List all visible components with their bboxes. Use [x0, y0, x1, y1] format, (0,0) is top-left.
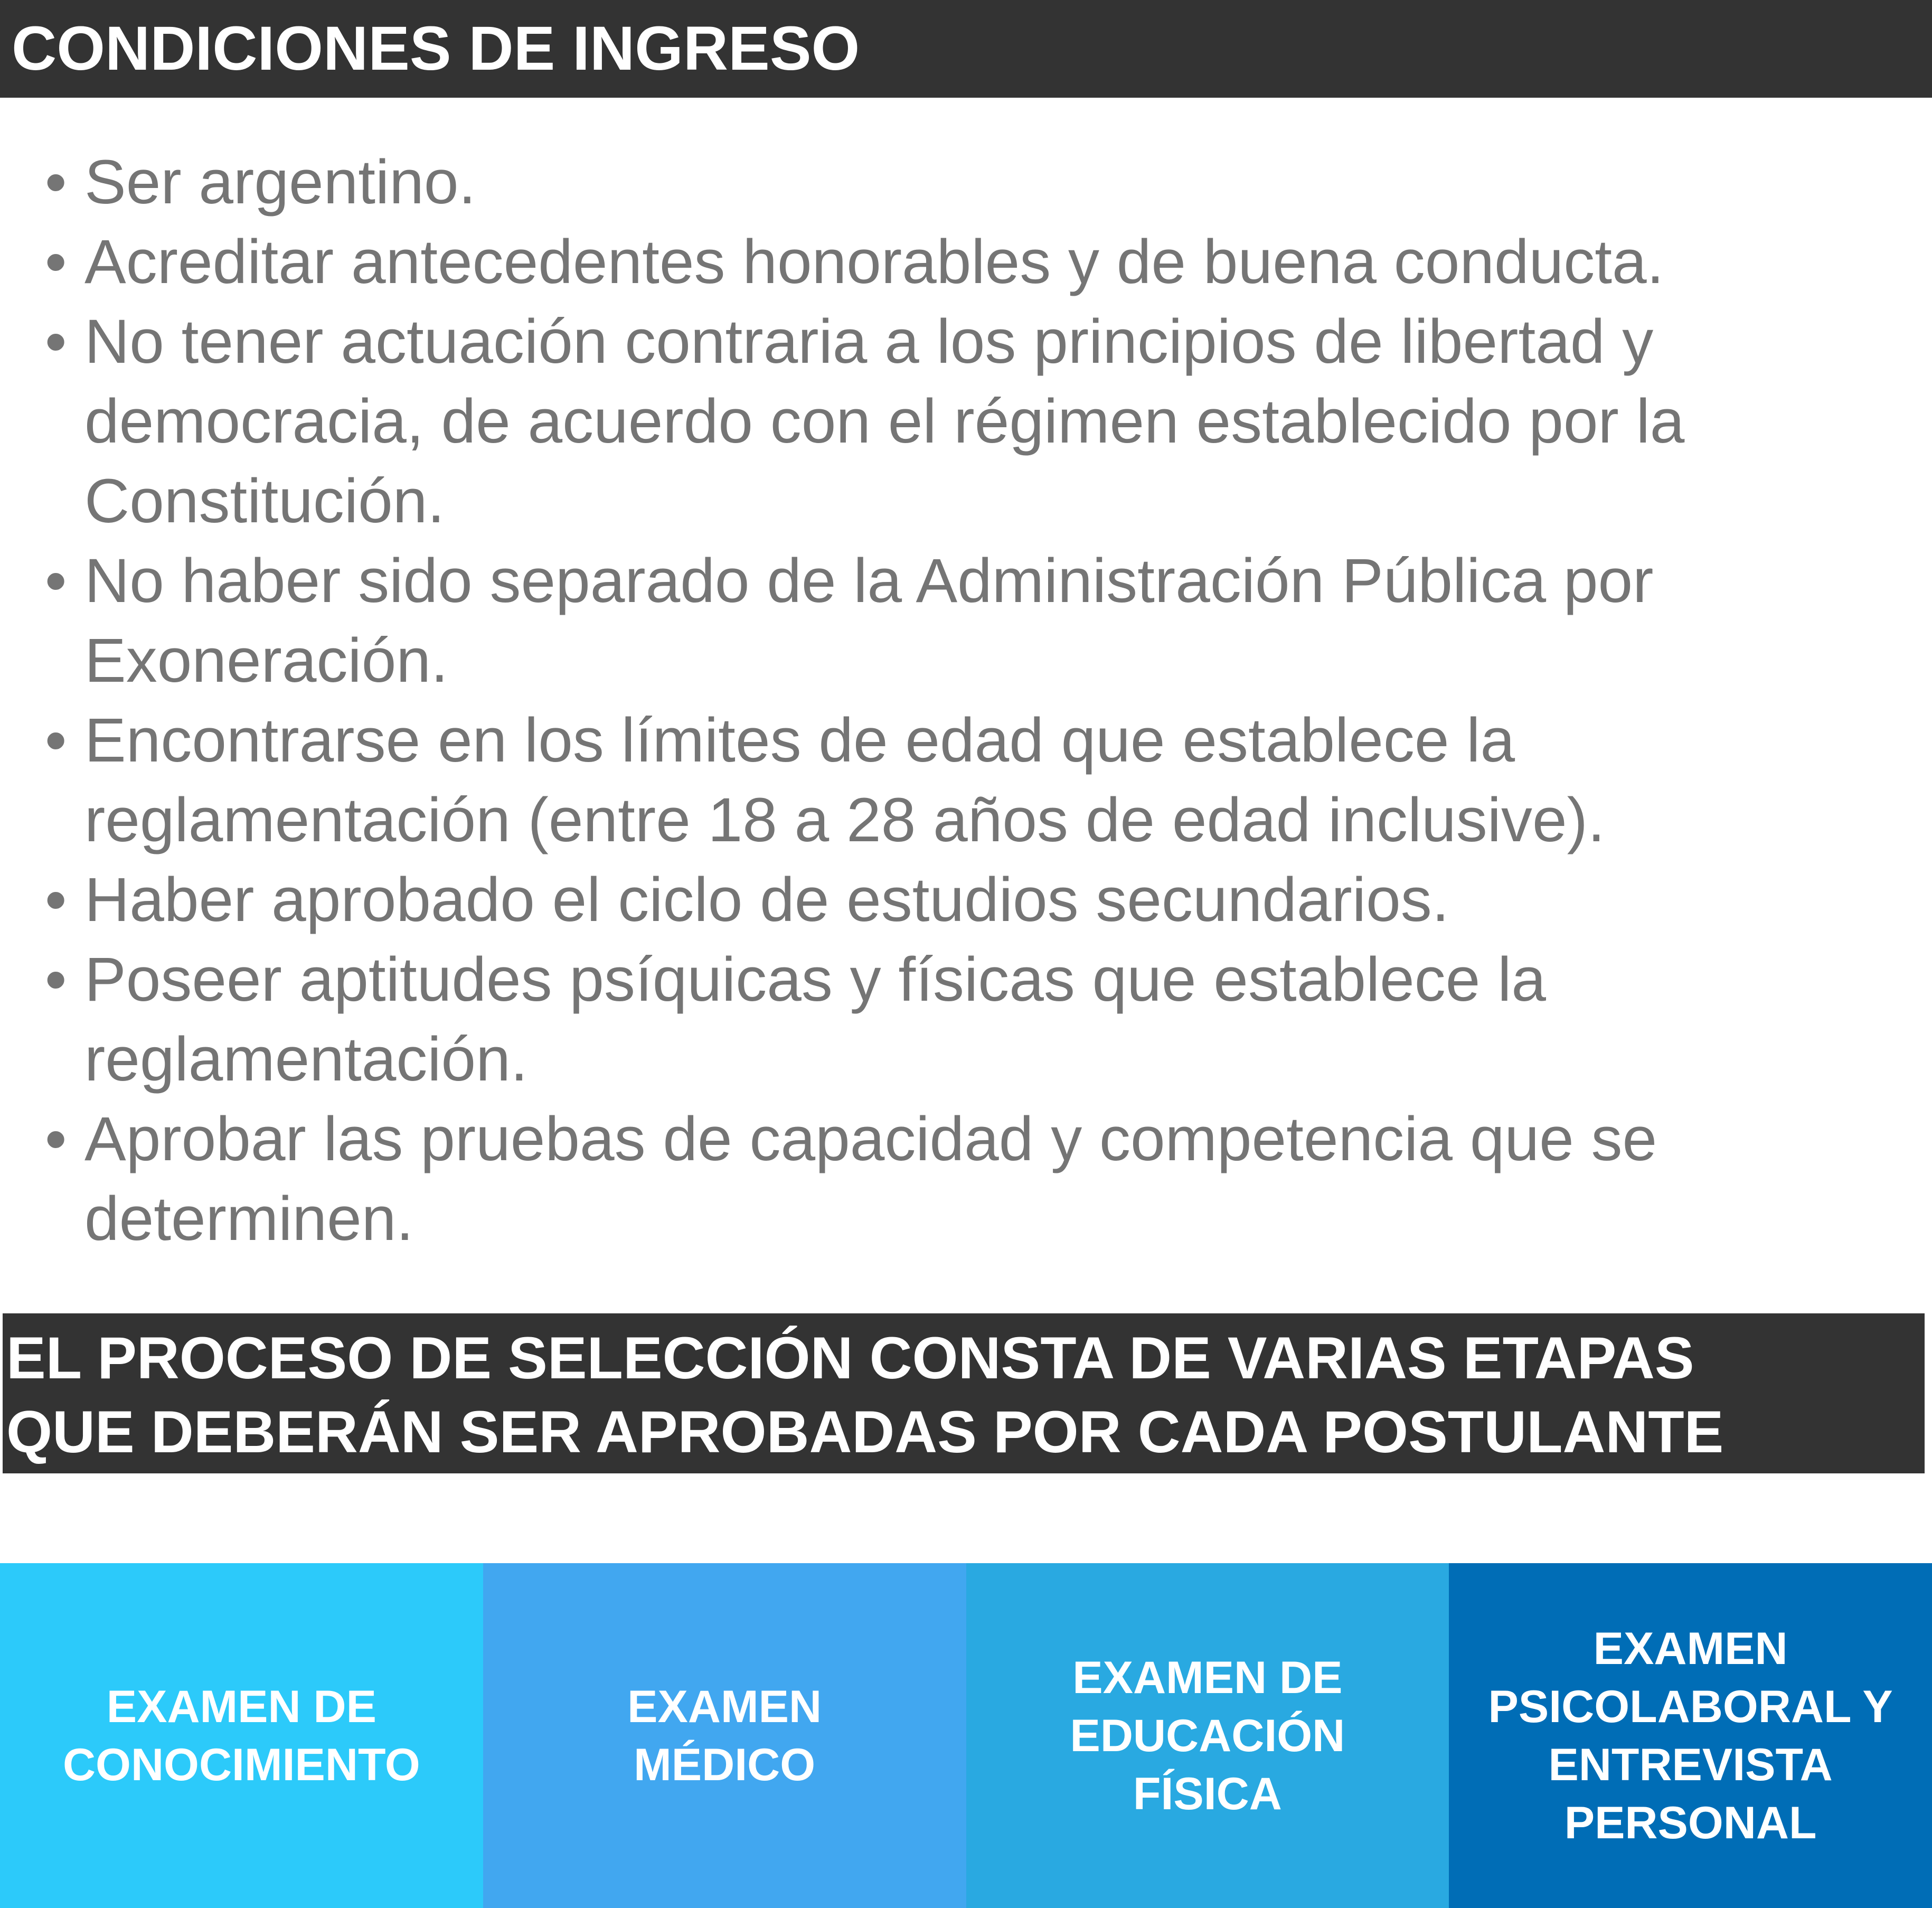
stage-label: EXAMEN PSICOLABORAL Y ENTREVISTA PERSONAL — [1488, 1623, 1893, 1848]
bullet-icon: • — [45, 706, 67, 775]
list-item — [0, 302, 1901, 541]
stage-psycholaboral-interview — [1449, 1563, 1932, 1908]
stage-knowledge-exam — [0, 1563, 483, 1908]
bullet-icon: • — [45, 1104, 67, 1174]
bullet-icon: • — [45, 147, 67, 217]
list-item — [0, 860, 1901, 940]
page-title: CONDICIONES DE INGRESO — [12, 14, 860, 83]
process-title: EL PROCESO DE SELECCIÓN CONSTA DE VARIAS ETAPAS QUE DEBERÁN SER APROBADAS POR CADA POSTULANTE — [6, 1325, 1724, 1465]
list-item — [0, 701, 1901, 860]
list-item — [0, 1099, 1901, 1259]
list-item — [0, 940, 1901, 1099]
stage-label: EXAMEN DE CONOCIMIENTO — [62, 1681, 420, 1790]
bullet-icon: • — [45, 307, 67, 377]
bullet-icon: • — [45, 227, 67, 297]
requirement-text: Poseer aptitudes psíquicas y físicas que establece la reglamentación. — [84, 945, 1547, 1094]
requirement-text: Aprobar las pruebas de capacidad y competencia que se determinen. — [84, 1104, 1657, 1254]
requirement-text: Haber aprobado el ciclo de estudios secundarios. — [84, 865, 1449, 935]
requirement-text: No haber sido separado de la Administración Pública por Exoneración. — [84, 546, 1654, 695]
list-item — [0, 541, 1901, 701]
bullet-icon: • — [45, 865, 67, 935]
requirement-text: Encontrarse en los límites de edad que establece la reglamentación (entre 18 a 28 años de edad inclusive). — [84, 706, 1605, 855]
bullet-icon: • — [45, 945, 67, 1014]
requirement-text: No tener actuación contraria a los principios de libertad y democracia, de acuerdo con el régimen establecido por la Constitución. — [84, 307, 1685, 536]
list-item — [0, 222, 1901, 302]
list-item — [0, 143, 1901, 222]
stage-label: EXAMEN DE EDUCACIÓN FÍSICA — [1070, 1652, 1345, 1819]
bullet-icon: • — [45, 546, 67, 616]
requirements-list — [0, 143, 1901, 1259]
stage-physical-education-exam — [966, 1563, 1449, 1908]
stage-medical-exam — [483, 1563, 966, 1908]
stages-row — [0, 1563, 1932, 1908]
requirement-text: Acreditar antecedentes honorables y de buena conducta. — [84, 227, 1664, 297]
stage-label: EXAMEN MÉDICO — [627, 1681, 822, 1790]
requirement-text: Ser argentino. — [84, 147, 476, 217]
